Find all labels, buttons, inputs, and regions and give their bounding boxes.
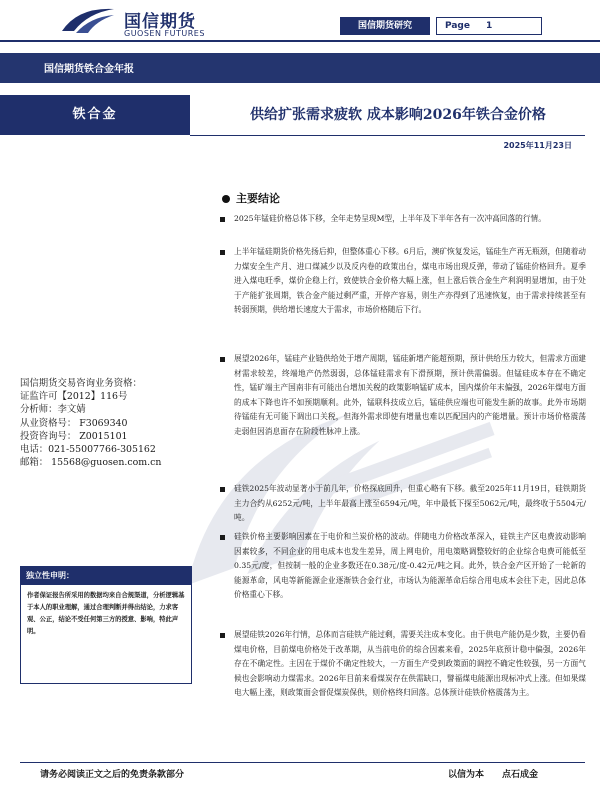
footer-slogan xyxy=(448,767,538,780)
conclusion-paragraph: 上半年锰硅期货价格先扬后抑，但整体重心下移。6月后，澳矿恢复发运，锰硅生产再无瓶颈，但随着动力煤安全生产月、进口煤减少以及反内卷的政策出台，煤电市场出现反弹，带动了锰硅价格回升。夏季进入煤电旺季，煤价企稳上行，致使铁合金价格大幅上涨，但上涨后铁合金生产利润明显增加，由于处于产能扩张周期，铁合金产能过剩严重，开停产容易，则生产亦得到了迅速恢复，由于需求持续甚至有转弱预期，供给增长速度大于需求，市场价格随后下行。 xyxy=(234,245,586,318)
brand-emblem-icon xyxy=(60,5,116,35)
title-divider xyxy=(190,135,585,136)
report-date: 2025年11月23日 xyxy=(503,141,572,150)
phone-line: 电话：021-55007766-305162 xyxy=(20,444,156,456)
section-title: 主要结论 xyxy=(236,192,280,205)
report-type: 国信期货铁合金年报 xyxy=(44,64,134,75)
conclusion-paragraph: 硅铁价格主要影响因素在于电价和兰炭价格的波动。伴随电力价格改革深入，硅铁主产区电费波动影响因素较多，不同企业的用电成本也发生差异，周上网电价，用电策略调整较好的企业综合电费可能低至0.35元/度，但按制一般的企业多数还在0.38元/度-0.42元/吨之间。此外，铁合金产区开始了一轮新的能源革命，风电等新能源企业逐渐铁合金行业，市场认为能源革命后综合用电成本会往下走，因此总体价格重心下移。 xyxy=(234,530,586,603)
brand-logo xyxy=(60,3,220,43)
advisory-number: 投资咨询号： Z0015101 xyxy=(20,430,128,442)
slogan-part-2: 点石成金 xyxy=(502,770,539,780)
footer-divider xyxy=(20,762,585,763)
conclusion-paragraph: 硅铁2025年波动显著小于前几年，价格探底回升，但重心略有下移。截至2025年11月19日，硅铁期货主力合约从6252元/吨，上半年最高上涨至6594元/吨，年中最低下探至5062元/吨，最终收于5504元/吨。 xyxy=(234,482,586,526)
sector-label: 铁合金 xyxy=(0,95,190,135)
section-bullet-icon xyxy=(222,195,230,203)
license-line: 证监许可【2012】116号 xyxy=(20,391,128,403)
qualification-line: 国信期货交易咨询业务资格： xyxy=(20,378,142,389)
conclusion-paragraph: 展望硅铁2026年行情，总体而言硅铁产能过剩，需要关注成本变化。由于供电产能仍是少数，主要仍看煤电价格，目前煤电价格处于改革期，从当前电价的综合因素来看，2025年底预计稳中偏强，2026年存在不确定性。主因在于煤价不确定性较大，一方面生产受到政策面的调控不确定性较强，另一方面气候也会影响动力煤需求。2026年目前来看煤炭存在供需缺口，譬福煤电能源出现标冲式上涨。但如果煤电大幅上涨，则政策面会督促煤炭保供，则价格终归回落。总体预计硅铁价格震荡为主。 xyxy=(234,628,586,701)
disclaimer-body: 作者保证报告所采用的数据均来自合规渠道，分析逻辑基于本人的职业理解，通过合理判断并得出结论，力求客观、公正，结论不受任何第三方的授意、影响，特此声明。 xyxy=(20,584,192,684)
practice-number: 从业资格号： F3069340 xyxy=(20,417,128,429)
brand-name-en: GUOSEN FUTURES xyxy=(124,29,205,38)
conclusion-paragraph: 展望2026年，锰硅产业链供给处于增产周期，锰硅新增产能超预期，预计供给压力较大，但需求方面建材需求较差，终端地产仍然弱弱，总体锰硅需求有下滑预期，预计供需偏弱。但锰硅成本存在不确定性，锰矿端主产国南非有可能出台增加关税的政策影响锰矿成本，国内煤价年末偏强，2026年煤电方面的成本下降也许不如预期顺利。此外，锰联科技成立后，锰硅供应端也可能发生新的故事。此外市场期待锰硅有无可能下调出口关税，但海外需求即使有增量也难以匹配国内的产能增量。预计市场价格震荡走弱但因消息面存在阶段性脉冲上涨。 xyxy=(234,352,586,439)
header-research-tag: 国信期货研究 xyxy=(340,17,430,35)
page-indicator xyxy=(436,17,542,35)
email-line: 邮箱： 15568@guosen.com.cn xyxy=(20,457,162,469)
page-number: 1 xyxy=(485,21,493,31)
conclusion-paragraph: 2025年锰硅价格总体下移，全年走势呈现M型，上半年及下半年各有一次冲高回落的行情。 xyxy=(234,212,586,227)
page-label: Page xyxy=(445,21,470,31)
slogan-part-1: 以信为本 xyxy=(448,770,485,780)
analyst-info xyxy=(20,377,200,469)
report-title: 供给扩张需求疲软 成本影响2026年铁合金价格 xyxy=(250,107,546,123)
analyst-name: 分析师：李文婧 xyxy=(20,404,86,416)
disclaimer-title: 独立性申明： xyxy=(20,566,192,584)
footer-disclaimer-note: 请务必阅读正文之后的免责条款部分 xyxy=(40,770,185,780)
header-divider xyxy=(0,40,600,42)
brand-name-cn: 国信期货 xyxy=(124,12,196,32)
